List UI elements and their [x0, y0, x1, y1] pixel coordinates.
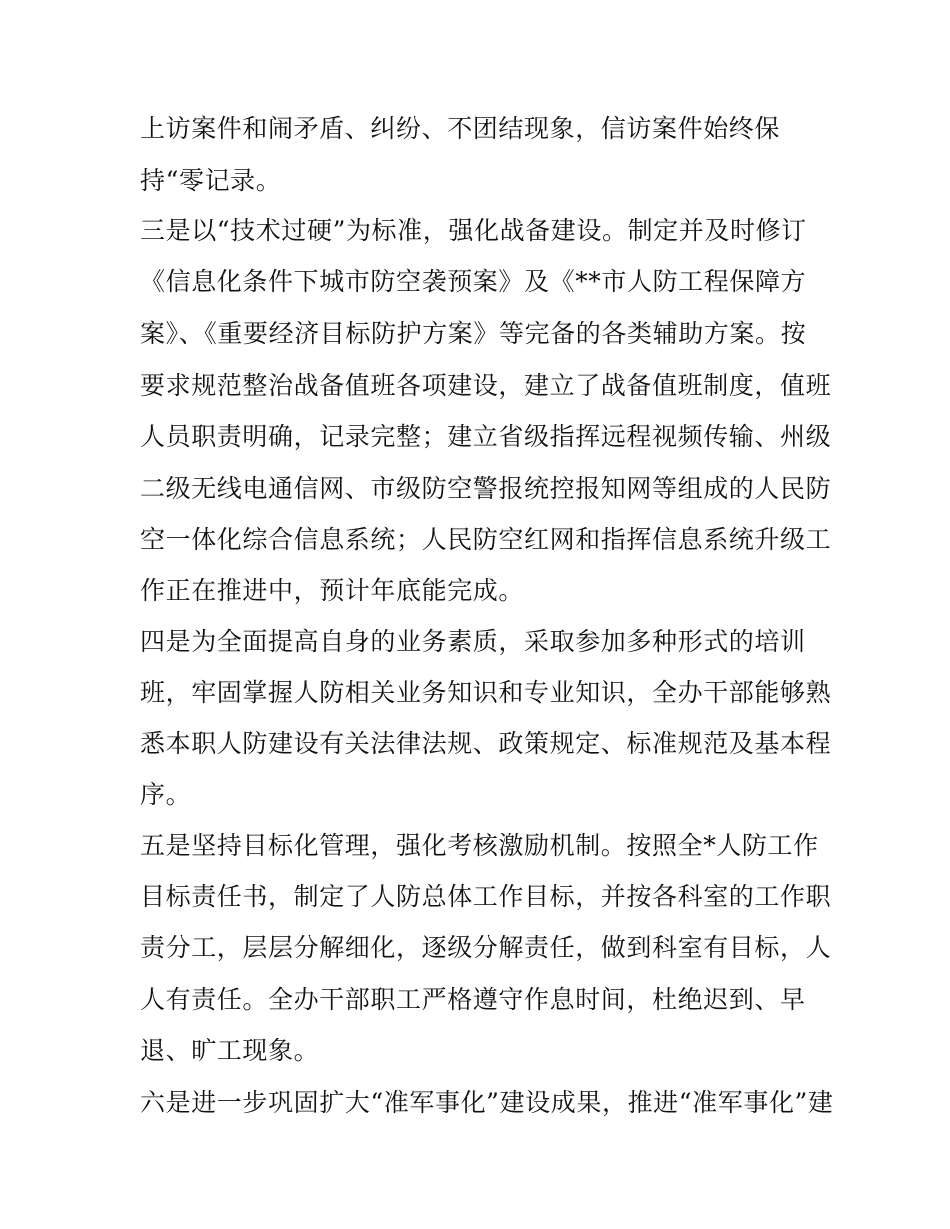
- text-line: 人有责任。全办干部职工严格遵守作息时间，杜绝迟到、早: [140, 985, 806, 1014]
- text-line: 五是坚持目标化管理，强化考核激励机制。按照全*人防工作: [140, 831, 819, 860]
- text-line: 三是以“技术过硬”为标准，强化战备建设。制定并及时修订: [140, 216, 807, 245]
- text-line: 持“零记录。: [140, 166, 282, 195]
- text-line: 四是为全面提高自身的业务素质，采取参加多种形式的培训: [140, 627, 806, 656]
- text-line: 目标责任书，制定了人防总体工作目标，并按各科室的工作职: [140, 882, 832, 911]
- text-line: 要求规范整治战备值班各项建设，建立了战备值班制度，值班: [140, 371, 832, 400]
- text-line: 空一体化综合信息系统；人民防空红网和指挥信息系统升级工: [140, 525, 832, 554]
- text-line: 责分工，层层分解细化，逐级分解责任，做到科室有目标，人: [140, 933, 832, 962]
- text-line: 六是进一步巩固扩大“准军事化”建设成果，推进“准军事化”建: [140, 1088, 834, 1117]
- text-line: 二级无线电通信网、市级防空警报统控报知网等组成的人民防: [140, 474, 832, 503]
- text-line: 案》、《重要经济目标防护方案》等完备的各类辅助方案。按: [140, 319, 807, 348]
- text-line: 序。: [140, 780, 192, 809]
- text-line: 班，牢固掌握人防相关业务知识和专业知识，全办干部能够熟: [140, 678, 832, 707]
- text-line: 人员职责明确，记录完整；建立省级指挥远程视频传输、州级: [140, 422, 832, 451]
- text-line: 作正在推进中，预计年底能完成。: [140, 576, 525, 605]
- text-line: 悉本职人防建设有关法律法规、政策规定、标准规范及基本程: [140, 729, 832, 758]
- text-line: 《信息化条件下城市防空袭预案》及《**市人防工程保障方: [140, 267, 807, 296]
- text-line: 退、旷工现象。: [140, 1036, 320, 1065]
- text-line: 上访案件和闹矛盾、纠纷、不团结现象，信访案件始终保: [140, 114, 781, 143]
